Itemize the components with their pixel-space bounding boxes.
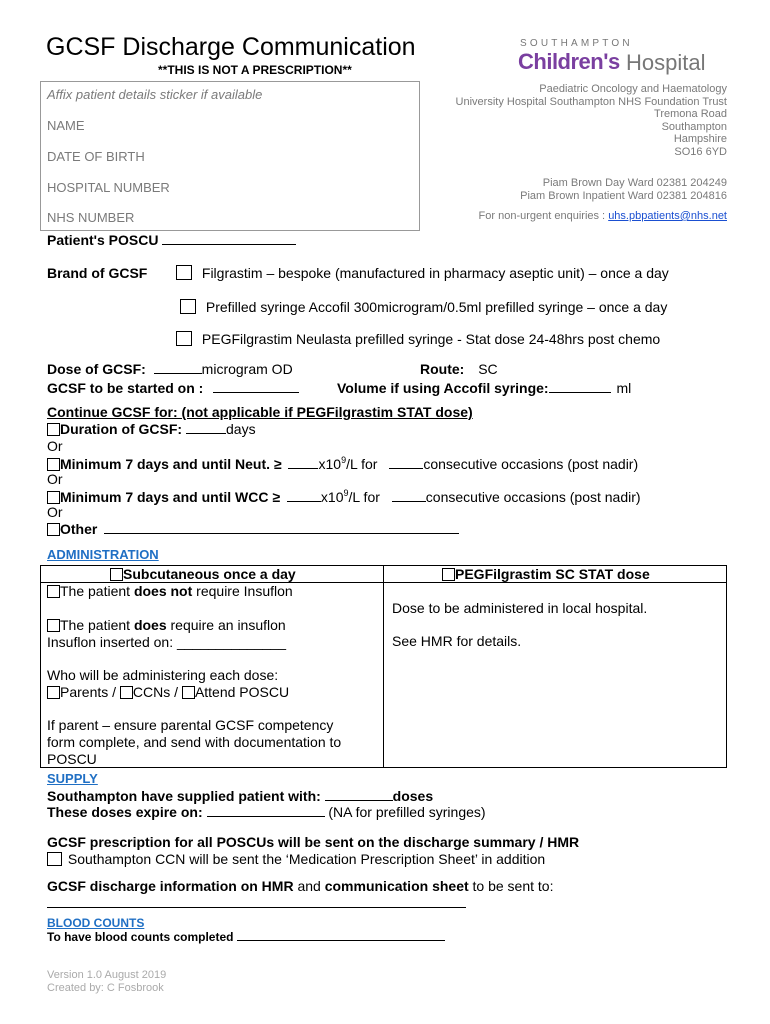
local-hospital-note: Dose to be administered in local hospital. xyxy=(392,600,648,616)
blood-counts-input[interactable] xyxy=(237,939,445,941)
not-prescription-notice: **THIS IS NOT A PRESCRIPTION** xyxy=(158,63,352,77)
enquiries-label: For non-urgent enquiries : xyxy=(478,210,609,222)
ccn-sheet-checkbox[interactable] xyxy=(47,852,62,866)
route-value: SC xyxy=(478,361,498,377)
supply-heading: SUPPLY xyxy=(47,771,98,786)
peg-stat-header[interactable] xyxy=(442,566,650,582)
dose-label: Dose of GCSF: xyxy=(47,361,146,377)
logo-childrens: Children's xyxy=(518,49,620,74)
duration-unit: days xyxy=(226,421,256,437)
prescription-note: GCSF prescription for all POSCUs will be sent on the discharge summary / HMR xyxy=(47,834,580,850)
parent-note-line: If parent – ensure parental GCSF competency xyxy=(47,717,334,733)
duration-label: Duration of GCSF: xyxy=(60,421,183,437)
or-text: Or xyxy=(47,504,63,520)
accofil-label: Prefilled syringe Accofil 300microgram/0.5ml prefilled syringe – once a day xyxy=(205,299,668,315)
nhs-number-label: NHS NUMBER xyxy=(47,210,135,225)
info-end: to be sent to: xyxy=(468,878,554,894)
name-field-label: NAME xyxy=(47,118,85,133)
supplied-unit: doses xyxy=(392,788,434,804)
insuflon-row[interactable] xyxy=(47,617,286,633)
enquiries-email-link[interactable]: uhs.pbpatients@nhs.net xyxy=(608,210,727,222)
start-label: GCSF to be started on : xyxy=(47,380,204,396)
or-text: Or xyxy=(47,471,63,487)
insuflon-inserted-on[interactable]: Insuflon inserted on: ______________ xyxy=(47,634,286,650)
neut-per-l-for: /L for xyxy=(346,456,378,472)
dob-field-label: DATE OF BIRTH xyxy=(47,149,145,164)
blood-counts-row xyxy=(47,930,445,944)
expire-date-input[interactable] xyxy=(207,815,325,817)
no-insuflon-post: require Insuflon xyxy=(192,583,293,599)
parents-label: Parents / xyxy=(60,684,117,700)
parent-note-line: POSCU xyxy=(47,751,97,767)
administer-options xyxy=(47,684,289,700)
see-hmr-note: See HMR for details. xyxy=(392,633,522,649)
address-line: Tremona Road xyxy=(654,108,727,120)
peg-stat-checkbox[interactable] xyxy=(442,568,455,581)
neut-consecutive: consecutive occasions (post nadir) xyxy=(423,456,639,472)
wcc-x10: x10 xyxy=(320,489,344,505)
subcut-header-label: Subcutaneous once a day xyxy=(123,566,296,582)
discharge-info-row xyxy=(47,878,553,894)
no-insuflon-pre: The patient xyxy=(60,583,134,599)
info-mid: and xyxy=(293,878,325,894)
logo-hospital: Hospital xyxy=(626,50,706,75)
trust-line: University Hospital Southampton NHS Foundation Trust xyxy=(455,95,727,108)
ward-phone: Piam Brown Inpatient Ward 02381 204816 xyxy=(520,189,727,202)
hospital-number-label: HOSPITAL NUMBER xyxy=(47,180,170,195)
supplied-label: Southampton have supplied patient with: xyxy=(47,788,321,804)
insuflon-post: require an insuflon xyxy=(166,617,286,633)
wcc-label: Minimum 7 days and until WCC ≥ xyxy=(60,489,281,505)
route-label: Route: xyxy=(420,361,465,377)
supplied-doses-input[interactable] xyxy=(325,799,393,801)
subcut-header[interactable] xyxy=(110,566,296,582)
address-line: Southampton xyxy=(661,120,727,133)
ward-phone: Piam Brown Day Ward 02381 204249 xyxy=(542,177,727,189)
page-title: GCSF Discharge Communication xyxy=(46,33,416,61)
volume-unit: ml xyxy=(616,380,632,396)
insuflon-pre: The patient xyxy=(60,617,134,633)
ccn-sheet-row[interactable] xyxy=(47,851,545,867)
insuflon-checkbox[interactable] xyxy=(47,619,60,632)
expire-label: These doses expire on: xyxy=(47,804,203,820)
continue-heading: Continue GCSF for: (not applicable if PEGFilgrastim STAT dose) xyxy=(47,404,473,420)
wcc-exponent: 9 xyxy=(343,488,349,498)
info-bold-2: communication sheet xyxy=(324,878,469,894)
or-text: Or xyxy=(47,438,63,454)
wcc-consecutive: consecutive occasions (post nadir) xyxy=(425,489,641,505)
no-insuflon-bold: does not xyxy=(133,583,193,599)
wcc-per-l-for: /L for xyxy=(348,489,380,505)
blood-counts-heading: BLOOD COUNTS xyxy=(47,916,145,930)
subcut-checkbox[interactable] xyxy=(110,568,123,581)
expire-row xyxy=(47,804,486,820)
parent-note-line: form complete, and send with documentation to xyxy=(47,734,342,750)
other-label: Other xyxy=(60,521,98,537)
expire-note: (NA for prefilled syringes) xyxy=(328,804,486,820)
ccns-checkbox[interactable] xyxy=(120,686,133,699)
ccns-label: CCNs / xyxy=(132,684,179,700)
no-insuflon-row[interactable] xyxy=(47,583,293,599)
insuflon-bold: does xyxy=(133,617,167,633)
blood-counts-label: To have blood counts completed xyxy=(47,930,234,944)
parent-note xyxy=(47,717,341,768)
info-bold-1: GCSF discharge information on HMR xyxy=(47,878,294,894)
parents-checkbox[interactable] xyxy=(47,686,60,699)
administration-heading: ADMINISTRATION xyxy=(47,547,159,562)
footer-created: Created by: C Fosbrook xyxy=(47,982,164,994)
neut-exponent: 9 xyxy=(341,455,347,465)
neut-label: Minimum 7 days and until Neut. ≥ xyxy=(60,456,282,472)
filgrastim-label: Filgrastim – bespoke (manufactured in pharmacy aseptic unit) – once a day xyxy=(201,265,669,281)
brand-label: Brand of GCSF xyxy=(47,265,148,281)
who-administers: Who will be administering each dose: xyxy=(47,667,279,683)
volume-label: Volume if using Accofil syringe: xyxy=(337,380,549,396)
sticker-hint: Affix patient details sticker if available xyxy=(47,87,263,102)
neut-x10: x10 xyxy=(318,456,342,472)
address-line: Hampshire xyxy=(673,133,727,145)
attend-poscu-label: Attend POSCU xyxy=(194,684,290,700)
no-insuflon-checkbox[interactable] xyxy=(47,585,60,598)
logo-southampton: SOUTHAMPTON xyxy=(520,38,633,49)
dept-line: Paediatric Oncology and Haematology xyxy=(539,83,727,95)
pegfilgrastim-label: PEGFilgrastim Neulasta prefilled syringe - Stat dose 24-48hrs post chemo xyxy=(201,331,661,347)
postcode-line: SO16 6YD xyxy=(674,145,727,158)
send-to-input[interactable] xyxy=(47,907,466,908)
peg-stat-header-label: PEGFilgrastim SC STAT dose xyxy=(455,566,650,582)
poscu-label: Patient's POSCU xyxy=(47,232,159,248)
ccn-sheet-label: Southampton CCN will be sent the ‘Medication Prescription Sheet’ in addition xyxy=(67,851,546,867)
attend-poscu-checkbox[interactable] xyxy=(182,686,195,699)
dose-unit: microgram OD xyxy=(201,361,293,377)
supplied-row xyxy=(47,788,433,804)
footer-version: Version 1.0 August 2019 xyxy=(47,969,167,981)
